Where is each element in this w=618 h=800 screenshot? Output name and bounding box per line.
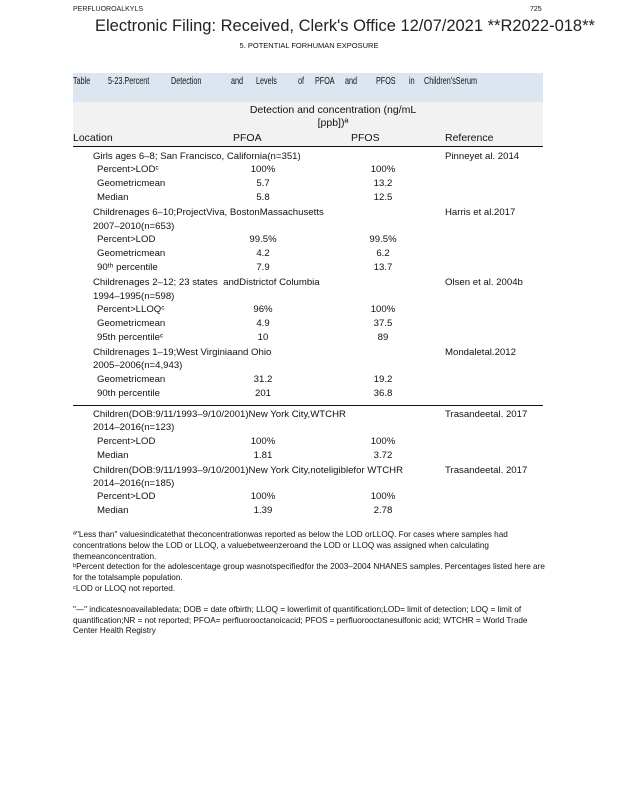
group-row (73, 275, 543, 303)
filing-stamp: Electronic Filing: Received, Clerk's Office 12/07/2021 **R2022-018** (95, 17, 595, 35)
group-reference: Trasandeetal. 2017 (445, 464, 528, 476)
group-location: Childrenages 2–12; 23 states andDistrictof Columbia 1994–1995(n=598) (93, 277, 320, 302)
group-row (73, 205, 543, 233)
pfoa-value: 1.81 (253, 449, 273, 461)
table-body (73, 149, 543, 518)
pfos-value: 100% (370, 304, 396, 316)
caption-word: and (231, 76, 244, 87)
group-location: Children(DOB:9/11/1993–9/10/2001)New York City,WTCHR 2014–2016(n=123) (93, 408, 346, 434)
row-label: Percent>LOD (97, 491, 156, 503)
table-row (73, 449, 543, 463)
caption-word: in (409, 76, 415, 87)
span-header: Detection and concentration (ng/mL [ppb])ª (249, 104, 417, 129)
col-pfos: PFOS (351, 132, 380, 144)
pfoa-value: 7.9 (256, 262, 270, 274)
row-label: Percent>LOD (97, 234, 156, 246)
group-location: Childrenages 6–10;ProjectViva, BostonMassachusetts 2007–2010(n=653) (93, 207, 324, 232)
row-label: 90th percentile (97, 387, 160, 399)
pfos-value: 13.2 (373, 178, 393, 190)
pfoa-value: 100% (250, 164, 276, 176)
pfos-value: 3.72 (373, 449, 393, 461)
abbreviations: "—" indicatesnoavailabledata; DOB = date ofbirth; LLOQ = lowerlimit of quantification;LOD= limit of detection; LOQ = limit of quantification;NR = not reported; PFOA= perfluorooctanoicacid; PFOS = perfluorooctanesulfonic acid; WTCHR = World Trade Center Health Registry (73, 604, 528, 636)
pfoa-value: 4.2 (256, 248, 270, 260)
col-reference: Reference (445, 132, 494, 144)
pfos-value: 13.7 (373, 262, 393, 274)
data-table (73, 73, 543, 518)
caption-word: Children'sSerum (424, 76, 477, 87)
caption-word: Levels (256, 76, 277, 87)
pfoa-value: 31.2 (253, 373, 273, 385)
caption-word: PFOS (376, 76, 396, 87)
table-row (73, 504, 543, 518)
chapter-heading: 5. POTENTIAL FORHUMAN EXPOSURE (239, 41, 379, 50)
pfos-value: 12.5 (373, 192, 393, 204)
pfos-value: 100% (370, 164, 396, 176)
caption-word: 5-23.Percent (108, 76, 150, 87)
table-header (73, 102, 543, 147)
group-reference: Olsen et al. 2004b (445, 277, 523, 289)
table-row (73, 247, 543, 261)
table-notes (73, 530, 553, 637)
table-row (73, 435, 543, 449)
col-location: Location (73, 132, 113, 144)
table-row (73, 317, 543, 331)
table-row (73, 177, 543, 191)
group-row (73, 463, 543, 491)
pfoa-value: 100% (250, 435, 276, 447)
group-reference: Mondaletal.2012 (445, 347, 516, 359)
group-reference: Trasandeetal. 2017 (445, 408, 528, 420)
note-b: ᵇPercent detection for the adolescentage group wasnotspecifiedfor the 2003–2004 NHANES samples. Percentages listed here are for the totalsample population. (73, 562, 545, 583)
pfos-value: 37.5 (373, 318, 393, 330)
group-reference: Pinneyet al. 2014 (445, 151, 520, 162)
pfos-value: 6.2 (376, 248, 390, 260)
row-label: 90ᵗʰ percentile (97, 262, 158, 274)
pfos-value: 99.5% (369, 234, 397, 246)
note-a: ª"Less than" valuesindicatethat theconcentrationwas reported as below the LOD orLLOQ. For cases where samples had concentrations below the LOD or LLOQ, a valuebetweenzeroand the LOD or LLOQ was assigned when calculating themeanconcentration. (73, 530, 508, 561)
pfos-value: 36.8 (373, 387, 393, 399)
pfoa-value: 96% (253, 304, 273, 316)
caption-word: and (345, 76, 358, 87)
pfos-value: 100% (370, 435, 396, 447)
row-label: Geometricmean (97, 318, 166, 330)
table-row (73, 303, 543, 317)
pfos-value: 100% (370, 491, 396, 503)
row-label: Geometricmean (97, 248, 166, 260)
group-location: Children(DOB:9/11/1993–9/10/2001)New York City,noteligiblefor WTCHR 2014–2016(n=185) (93, 464, 403, 490)
table-row (73, 387, 543, 401)
pfoa-value: 5.8 (256, 192, 270, 204)
table-row (73, 191, 543, 205)
caption-word: Table (73, 76, 91, 87)
caption-word: Detection (171, 76, 202, 87)
row-divider (73, 405, 543, 406)
col-pfoa: PFOA (233, 132, 262, 144)
caption-word: PFOA (315, 76, 335, 87)
pfoa-value: 201 (254, 387, 271, 399)
table-row (73, 233, 543, 247)
pfos-value: 2.78 (373, 505, 393, 517)
group-row (73, 345, 543, 373)
page-number: 725 (530, 6, 542, 13)
row-label: Percent>LLOQᶜ (97, 304, 165, 316)
group-location: Girls ages 6–8; San Francisco, California(n=351) (93, 151, 301, 162)
row-label: 95th percentileᶜ (97, 332, 164, 344)
table-row (73, 261, 543, 275)
pfoa-value: 100% (250, 491, 276, 503)
table-row (73, 490, 543, 504)
pfos-value: 89 (377, 332, 389, 344)
running-head: PERFLUOROALKYLS (73, 6, 144, 13)
table-caption (73, 73, 543, 102)
caption-word: of (298, 76, 305, 87)
group-row (73, 407, 543, 435)
group-reference: Harris et al.2017 (445, 207, 516, 219)
pfoa-value: 5.7 (256, 178, 270, 190)
row-label: Percent>LODᶜ (97, 164, 159, 176)
group-row (73, 149, 543, 163)
table-row (73, 163, 543, 177)
pfoa-value: 1.39 (253, 505, 273, 517)
table-row (73, 331, 543, 345)
pfoa-value: 10 (257, 332, 269, 344)
pfos-value: 19.2 (373, 373, 393, 385)
row-label: Median (97, 192, 129, 204)
row-label: Median (97, 449, 129, 461)
note-c: ᶜLOD or LLOQ not reported. (73, 583, 176, 593)
pfoa-value: 99.5% (249, 234, 277, 246)
row-label: Geometricmean (97, 178, 166, 190)
row-label: Percent>LOD (97, 435, 156, 447)
row-label: Geometricmean (97, 373, 166, 385)
pfoa-value: 4.9 (256, 318, 270, 330)
row-label: Median (97, 505, 129, 517)
table-row (73, 373, 543, 387)
group-location: Childrenages 1–19;West Virginiaand Ohio 2005–2006(n=4,943) (93, 347, 272, 372)
